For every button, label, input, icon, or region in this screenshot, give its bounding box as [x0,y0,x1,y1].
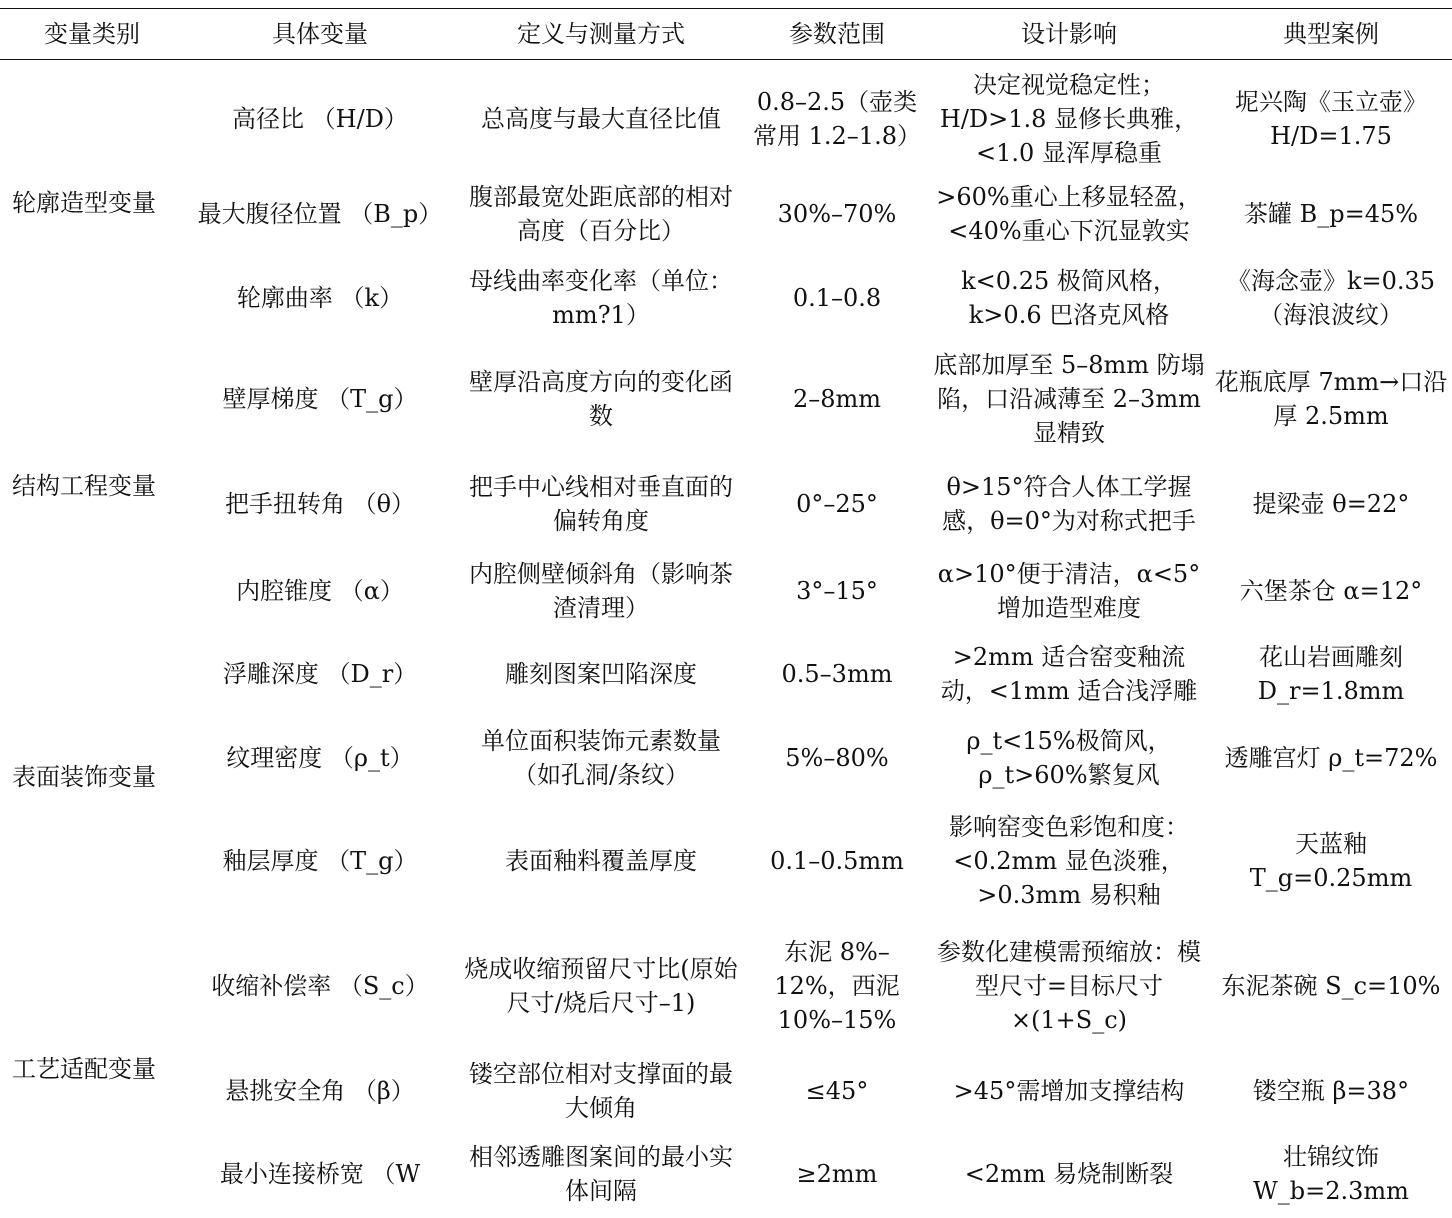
range-cell: 0°–25° [796,490,878,518]
example-cell: 镂空瓶 β=38° [1252,1077,1410,1105]
header-row [0,9,1452,60]
header-example: 典型案例 [1283,20,1379,48]
category-cell: 工艺适配变量 [12,1055,156,1083]
variable-cell: 内腔锥度 （α） [236,577,404,605]
impact-cell: >45°需增加支撑结构 [953,1077,1185,1105]
definition-cell: 把手中心线相对垂直面的偏转角度 [469,473,733,535]
variable-cell: 釉层厚度 （T_g） [222,847,418,875]
impact-cell: >2mm 适合窑变釉流动，<1mm 适合浅浮雕 [940,643,1198,705]
definition-cell: 表面釉料覆盖厚度 [505,847,697,875]
impact-cell: >60%重心上移显轻盈，<40%重心下沉显敦实 [936,183,1202,245]
impact-cell: 参数化建模需预缩放：模型尺寸=目标尺寸×(1+S_c) [937,938,1201,1034]
table-row [0,458,1452,550]
variable-cell: 壁厚梯度 （T_g） [222,385,418,413]
range-cell: 5%–80% [785,744,889,772]
example-cell: 东泥茶碗 S_c=10% [1221,972,1441,1000]
definition-cell: 总高度与最大直径比值 [481,105,721,133]
example-cell: 天蓝釉 T_g=0.25mm [1249,830,1413,892]
range-cell: ≥2mm [796,1160,878,1188]
range-cell: 东泥 8%–12%，西泥 10%–15% [774,938,900,1034]
impact-cell: <2mm 易烧制断裂 [964,1160,1174,1188]
table-row [0,716,1452,800]
impact-cell: k<0.25 极简风格，k>0.6 巴洛克风格 [961,267,1177,329]
table-row [0,922,1452,1050]
variable-table [0,8,1452,1216]
variable-cell: 纹理密度 （ρ_t） [226,744,414,772]
range-cell: 30%–70% [777,200,897,228]
table-row [0,66,1452,172]
range-cell: 3°–15° [796,577,878,605]
header-definition: 定义与测量方式 [517,20,685,48]
impact-cell: ρ_t<15%极简风，ρ_t>60%繁复风 [966,727,1172,789]
header-impact: 设计影响 [1021,20,1117,48]
example-cell: 六堡茶仓 α=12° [1239,577,1423,605]
range-cell: 0.1–0.5mm [770,847,904,875]
table-row [0,172,1452,256]
example-cell: 《海念壶》k=0.35（海浪波纹） [1226,267,1436,329]
range-cell: 2–8mm [792,385,882,413]
definition-cell: 壁厚沿高度方向的变化函数 [469,368,733,430]
table-row [0,1050,1452,1132]
impact-cell: 影响窑变色彩饱和度：<0.2mm 显色淡雅，>0.3mm 易积釉 [949,813,1189,909]
variable-cell: 把手扭转角 （θ） [224,490,416,518]
variable-cell: 最小连接桥宽 （W [219,1160,421,1188]
variable-cell: 轮廓曲率 （k） [236,284,404,312]
header-category: 变量类别 [44,20,140,48]
table-row [0,632,1452,716]
table-row [0,800,1452,922]
variable-cell: 最大腹径位置 （B_p） [197,200,443,228]
variable-cell: 浮雕深度 （D_r） [222,660,418,688]
definition-cell: 母线曲率变化率（单位：mm?1） [469,267,733,329]
example-cell: 壮锦纹饰 W_b=2.3mm [1253,1143,1409,1205]
example-cell: 花山岩画雕刻 D_r=1.8mm [1257,643,1405,705]
range-cell: 0.5–3mm [781,660,893,688]
range-cell: ≤45° [805,1077,869,1105]
definition-cell: 腹部最宽处距底部的相对高度（百分比） [469,183,733,245]
impact-cell: 决定视觉稳定性；H/D>1.8 显修长典雅，<1.0 显浑厚稳重 [939,71,1199,167]
example-cell: 提梁壶 θ=22° [1252,490,1410,518]
definition-cell: 镂空部位相对支撑面的最大倾角 [469,1060,733,1122]
example-cell: 茶罐 B_p=45% [1243,200,1419,228]
range-cell: 0.8–2.5（壶类常用 1.2–1.8） [753,88,921,150]
category-cell: 轮廓造型变量 [12,189,156,217]
header-range: 参数范围 [789,20,885,48]
table-row [0,1132,1452,1216]
variable-cell: 悬挑安全角 （β） [225,1077,415,1105]
definition-cell: 单位面积装饰元素数量（如孔洞/条纹） [481,727,721,789]
definition-cell: 内腔侧壁倾斜角（影响茶渣清理） [469,560,733,622]
example-cell: 坭兴陶《玉立壶》H/D=1.75 [1235,88,1427,150]
example-cell: 透雕宫灯 ρ_t=72% [1224,744,1438,772]
definition-cell: 雕刻图案凹陷深度 [505,660,697,688]
variable-cell: 收缩补偿率 （S_c） [211,972,429,1000]
impact-cell: 底部加厚至 5–8mm 防塌陷，口沿减薄至 2–3mm 显精致 [933,351,1205,447]
range-cell: 0.1–0.8 [792,284,882,312]
table-row [0,256,1452,340]
category-cell: 表面装饰变量 [12,763,156,791]
table-row [0,340,1452,458]
category-cell: 结构工程变量 [12,472,156,500]
header-variable: 具体变量 [272,20,368,48]
impact-cell: α>10°便于清洁，α<5°增加造型难度 [937,560,1201,622]
impact-cell: θ>15°符合人体工学握感，θ=0°为对称式把手 [942,473,1196,535]
variable-cell: 高径比 （H/D） [232,105,408,133]
table-row [0,550,1452,632]
example-cell: 花瓶底厚 7mm→口沿厚 2.5mm [1214,368,1448,430]
definition-cell: 烧成收缩预留尺寸比(原始尺寸/烧后尺寸–1) [464,955,738,1017]
definition-cell: 相邻透雕图案间的最小实体间隔 [469,1143,733,1205]
